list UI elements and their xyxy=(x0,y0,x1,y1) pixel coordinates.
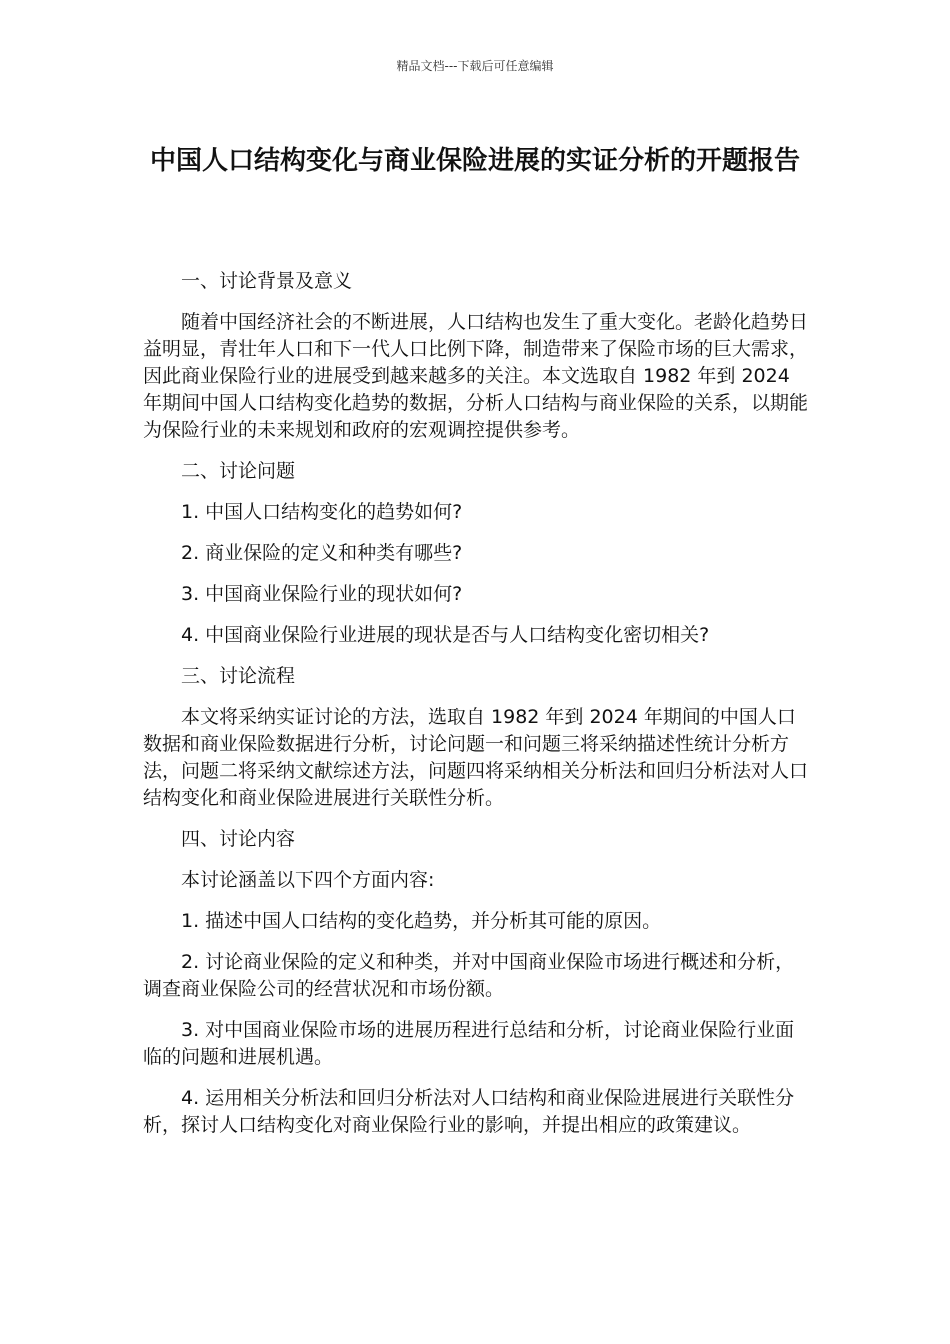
section-heading-content: 四、讨论内容 xyxy=(181,828,296,850)
question-item-2: 2. 商业保险的定义和种类有哪些? xyxy=(181,542,463,564)
document-body xyxy=(143,268,808,1153)
content-item-4: 4. 运用相关分析法和回归分析法对人口结构和商业保险进展进行关联性分析，探讨人口结构变化对商业保险行业的影响，并提出相应的政策建议。 xyxy=(143,1087,795,1136)
content-item-2: 2. 讨论商业保险的定义和种类，并对中国商业保险市场进行概述和分析，调查商业保险公司的经营状况和市场份额。 xyxy=(143,951,795,1000)
document-title: 中国人口结构变化与商业保险进展的实证分析的开题报告 xyxy=(149,146,800,176)
process-paragraph: 本文将采纳实证讨论的方法，选取自 1982 年到 2024 年期间的中国人口数据和商业保险数据进行分析，讨论问题一和问题三将采纳描述性统计分析方法，问题二将采纳文献综述方法，问题四将采纳相关分析法和回归分析法对人口结构变化和商业保险进展进行关联性分析。 xyxy=(143,706,809,809)
question-item-3: 3. 中国商业保险行业的现状如何? xyxy=(181,583,463,605)
content-item-1: 1. 描述中国人口结构的变化趋势，并分析其可能的原因。 xyxy=(181,910,662,932)
section-heading-background: 一、讨论背景及意义 xyxy=(181,270,353,292)
section-heading-process: 三、讨论流程 xyxy=(181,665,296,687)
background-paragraph: 随着中国经济社会的不断进展，人口结构也发生了重大变化。老龄化趋势日益明显，青壮年人口和下一代人口比例下降，制造带来了保险市场的巨大需求，因此商业保险行业的进展受到越来越多的关注。本文选取自 1982 年到 2024 年期间中国人口结构变化趋势的数据，分析人口结构与商业保险的关系，以期能为保险行业的未来规划和政府的宏观调控提供参考。 xyxy=(143,311,809,441)
content-item-3: 3. 对中国商业保险市场的进展历程进行总结和分析，讨论商业保险行业面临的问题和进展机遇。 xyxy=(143,1019,795,1068)
section-heading-questions: 二、讨论问题 xyxy=(181,460,296,482)
content-intro: 本讨论涵盖以下四个方面内容: xyxy=(181,869,435,891)
question-item-1: 1. 中国人口结构变化的趋势如何? xyxy=(181,501,463,523)
header-note: 精品文档---下载后可任意编辑 xyxy=(396,59,554,73)
question-item-4: 4. 中国商业保险行业进展的现状是否与人口结构变化密切相关? xyxy=(181,624,710,646)
